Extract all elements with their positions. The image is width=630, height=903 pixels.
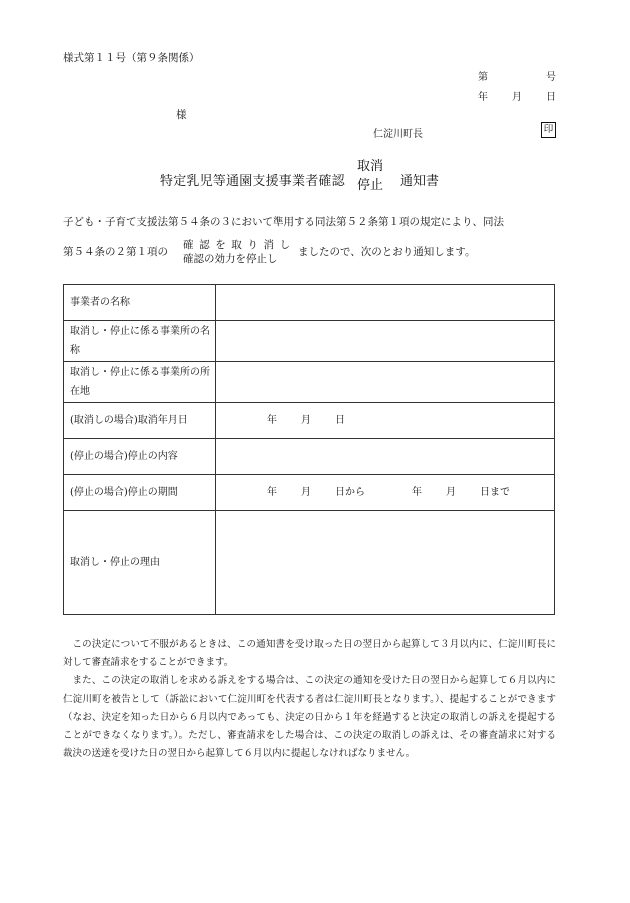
row-label-facility-address: 取消し・停止に係る事業所の所在地 bbox=[64, 362, 216, 403]
table-row bbox=[64, 403, 555, 439]
row-label-business-name: 事業者の名称 bbox=[64, 285, 216, 321]
document-number bbox=[478, 68, 556, 83]
seal-stamp-box: 印 bbox=[541, 122, 556, 138]
cancel-date-month: 月 bbox=[301, 415, 311, 426]
title-options bbox=[357, 157, 383, 195]
period-start-day: 日から bbox=[335, 487, 365, 498]
date-year: 年 bbox=[478, 92, 488, 103]
form-number: 様式第１１号（第９条関係） bbox=[63, 52, 200, 64]
table-row bbox=[64, 439, 555, 475]
note-lawsuit: また、この決定の取消しを求める訴えをする場合は、この決定の通知を受けた日の翌日から起算して６月以内に仁淀川町を被告として（訴訟において仁淀川町を代表する者は仁淀川町長となります。）、提起することができます（なお、決定を知った日から６月以内であっても、決定の日から１年を経過すると決定の取消しの訴えを提起することができなくなります。）。ただし、審査請求をした場合は、この決定の取消しの訴えは、その審査請求に対する裁決の送達を受けた日の翌日から起算して６月以内に提起しなければなりません。 bbox=[63, 675, 556, 760]
value-suspend-period[interactable] bbox=[216, 475, 555, 511]
issuer-name: 仁淀川町長 bbox=[373, 129, 423, 140]
value-facility-address[interactable] bbox=[216, 362, 555, 403]
action-choice bbox=[183, 238, 296, 266]
table-row bbox=[64, 475, 555, 511]
value-reason[interactable] bbox=[216, 511, 555, 615]
title-option-cancel: 取消 bbox=[357, 159, 384, 174]
table-row bbox=[64, 511, 555, 615]
row-label-facility-name: 取消し・停止に係る事業所の名称 bbox=[64, 321, 216, 362]
choice-cancel: 確認を取り消し bbox=[183, 239, 296, 251]
row-label-suspend-content: (停止の場合)停止の内容 bbox=[64, 439, 216, 475]
addressee-suffix: 様 bbox=[176, 109, 187, 121]
value-suspend-content[interactable] bbox=[216, 439, 555, 475]
title-suffix: 通知書 bbox=[400, 174, 440, 189]
period-end-year: 年 bbox=[412, 487, 422, 498]
cancel-date-year: 年 bbox=[267, 415, 277, 426]
period-end-month: 月 bbox=[446, 487, 456, 498]
value-cancel-date[interactable] bbox=[216, 403, 555, 439]
period-end-day: 日まで bbox=[480, 487, 510, 498]
body-line-2-suffix: ましたので、次のとおり通知します。 bbox=[298, 246, 476, 258]
appeal-notes bbox=[63, 636, 556, 763]
table-row bbox=[64, 285, 555, 321]
period-start-month: 月 bbox=[301, 487, 311, 498]
table-row bbox=[64, 362, 555, 403]
document-date bbox=[478, 88, 556, 103]
table-row bbox=[64, 321, 555, 362]
document-title: 特定乳児等通園支援事業者確認 bbox=[160, 174, 345, 189]
date-day: 日 bbox=[546, 92, 556, 103]
value-facility-name[interactable] bbox=[216, 321, 555, 362]
doc-number-go: 号 bbox=[546, 72, 556, 83]
notice-table bbox=[63, 284, 555, 615]
row-label-suspend-period: (停止の場合)停止の期間 bbox=[64, 475, 216, 511]
body-line-2-prefix: 第５４条の２第１項の bbox=[63, 246, 168, 258]
date-month: 月 bbox=[512, 92, 522, 103]
note-review-request: この決定について不服があるときは、この通知書を受け取った日の翌日から起算して３月以内に、仁淀川町長に対して審査請求をすることができます。 bbox=[63, 639, 556, 669]
choice-suspend: 確認の効力を停止し bbox=[183, 253, 278, 265]
body-line-1: 子ども・子育て支援法第５４条の３において準用する同法第５２条第１項の規定により、同法 bbox=[63, 216, 504, 228]
title-option-suspend: 停止 bbox=[357, 178, 384, 193]
row-label-reason: 取消し・停止の理由 bbox=[64, 511, 216, 615]
value-business-name[interactable] bbox=[216, 285, 555, 321]
doc-number-dai: 第 bbox=[478, 72, 488, 83]
period-start-year: 年 bbox=[267, 487, 277, 498]
row-label-cancel-date: (取消しの場合)取消年月日 bbox=[64, 403, 216, 439]
cancel-date-day: 日 bbox=[335, 415, 345, 426]
